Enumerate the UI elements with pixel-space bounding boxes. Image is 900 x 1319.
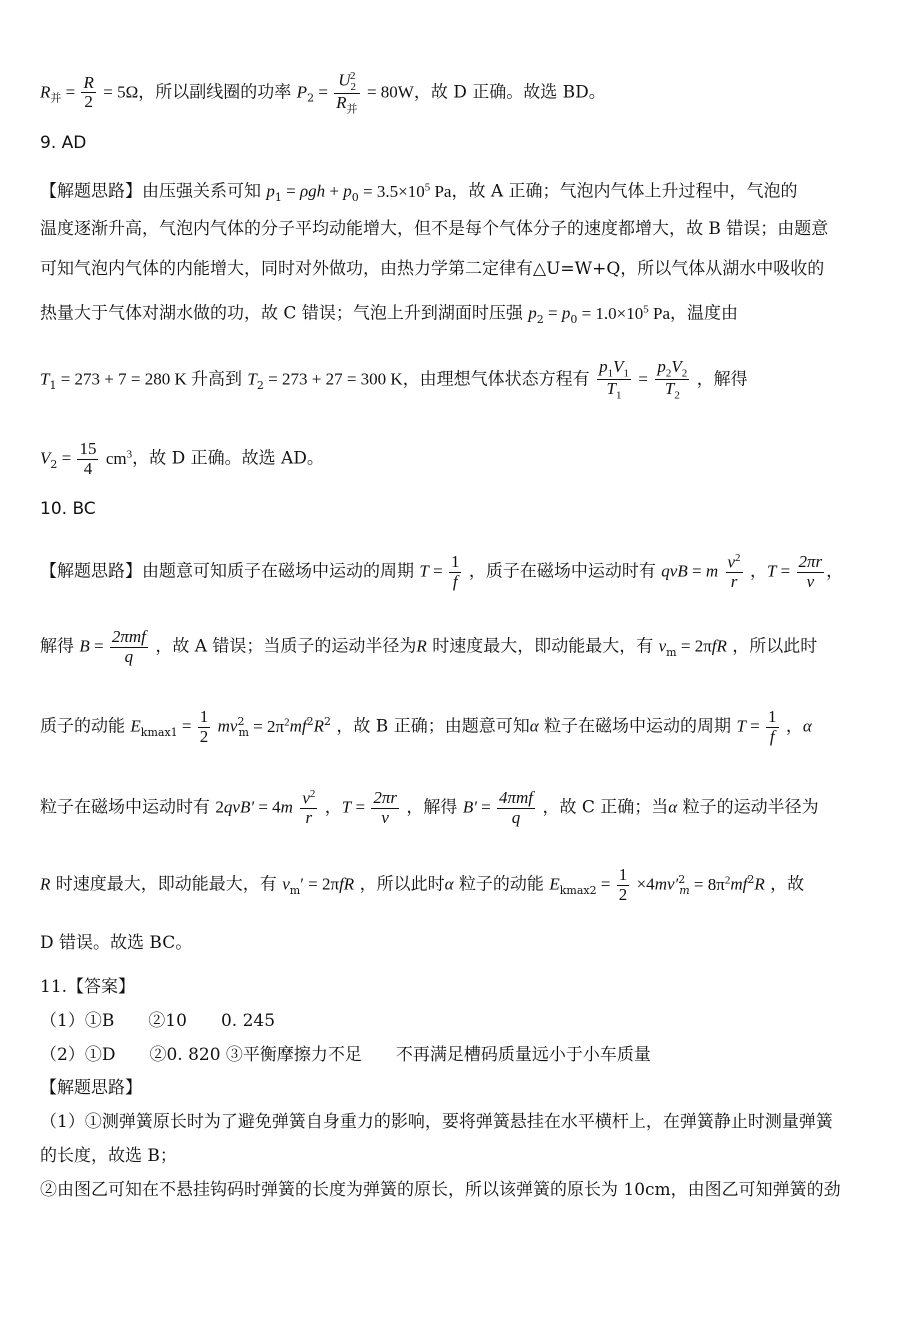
text-segment: ，故 C 正确；当 bbox=[542, 797, 669, 818]
text-segment: ，由理想气体状态方程有 bbox=[402, 369, 590, 390]
text-segment: 粒子在磁场中运动的周期 bbox=[544, 716, 732, 737]
text-segment: ，所以此时 bbox=[732, 636, 818, 657]
solution-10-line-1: 【解题思路】由题意可知质子在磁场中运动的周期 T = $\frac{1}{f}$ ，质子在磁场中运动时有 qvB = m $\frac{v^2}{r}$ ，T = $\frac{2\pi r}{v}$ ， bbox=[40, 551, 844, 592]
formula-line-1: $R_并$ = $\frac{R}{2}$ = 5Ω，所以副线圈的功率 $P_2$ = $\frac{U_2^2}{R_并}$ = 80W，故 D 正确。故选 BD。 bbox=[40, 70, 606, 116]
solution-11-heading: 【解题思路】 bbox=[40, 1078, 142, 1098]
solution-10-line-2: 解得 B = $\frac{\text{2πmf}}{q}$ ，故 A 错误；当质子的运动半径为R 时速度最大，即动能最大，有 $v_m = 2\pi fR$ ，所以此时 bbox=[40, 627, 818, 666]
solution-11-line-1: （1）①测弹簧原长时为了避免弹簧自身重力的影响，要将弹簧悬挂在水平横杆上，在弹簧静止时测量弹簧 bbox=[40, 1112, 833, 1132]
solution-10-line-4: 粒子在磁场中运动时有 2qvB′ = 4m $\frac{v^2}{r}$ ，T = $\frac{2\pi r}{v}$ ，解得 B′ = $\frac{\text{4πmf}}{q}$ ，故 C 正确；当α 粒子的运动半径为 bbox=[40, 787, 819, 828]
solution-10-line-5: R 时速度最大，即动能最大，有 $v_m' = 2\pi fR$ ，所以此时α 粒子的动能 $E_{kmax2}$ = $\frac{1}{2}$ $\times 4mv'^2_m = 8\pi^2mf^2R$ ，故 bbox=[40, 865, 805, 904]
solution-10-line-6: D 错误。故选 BC。 bbox=[40, 933, 193, 953]
text-segment: 解得 bbox=[40, 636, 74, 657]
text-segment: ，解得 bbox=[406, 797, 458, 818]
solution-9-line-4: 热量大于气体对湖水做的功，故 C 错误；气泡上升到湖面时压强 $p_2 = p_0 = 1.0\times 10^5$ Pa，温度由 bbox=[40, 303, 739, 327]
text-segment: 【解题思路】由压强关系可知 bbox=[40, 181, 261, 202]
answer-11-part-2: （2）①D ②0. 820 ③平衡摩擦力不足 不再满足槽码质量远小于小车质量 bbox=[40, 1045, 651, 1065]
text-segment: 粒子在磁场中运动时有 bbox=[40, 797, 210, 818]
text-segment: ，故 D 正确。故选 BD。 bbox=[413, 82, 606, 103]
solution-10-line-3: 质子的动能 $E_{kmax1}$ = $\frac{1}{2}$ $mv^2_m = 2\pi^2mf^2R^2$ ，故 B 正确；由题意可知α 粒子在磁场中运动的周期 T = $\frac{1}{f}$ ，α bbox=[40, 707, 812, 746]
solution-9-line-2: 温度逐渐升高，气泡内气体的分子平均动能增大，但不是每个气体分子的速度都增大，故 B 错误；由题意 bbox=[40, 219, 829, 239]
solution-9-line-3: 可知气泡内气体的内能增大，同时对外做功，由热力学第二定律有△U=W+Q，所以气体从湖水中吸收的 bbox=[40, 259, 825, 279]
text-segment: ，故 A 正确；气泡内气体上升过程中，气泡的 bbox=[451, 181, 798, 202]
question-11-answer-heading: 11.【答案】 bbox=[40, 977, 136, 997]
solution-9-line-1: 【解题思路】由压强关系可知 $p_1 = \rho gh + p_0 = 3.5\times 10^5$ Pa，故 A 正确；气泡内气体上升过程中，气泡的 bbox=[40, 181, 798, 205]
text-segment: 时速度最大，即动能最大，有 bbox=[432, 636, 654, 657]
text-segment: 热量大于气体对湖水做的功，故 C 错误；气泡上升到湖面时压强 bbox=[40, 303, 523, 324]
text-segment: ，所以此时 bbox=[359, 874, 445, 895]
solution-11-line-3: ②由图乙可知在不悬挂钩码时弹簧的长度为弹簧的原长，所以该弹簧的原长为 10cm，由图乙可知弹簧的劲 bbox=[40, 1180, 841, 1200]
solution-9-line-6: $V_2$ = $\frac{15}{4}$ $cm^3$，故 D 正确。故选 AD。 bbox=[40, 439, 324, 478]
text-segment: 时速度最大，即动能最大，有 bbox=[55, 874, 277, 895]
answer-11-part-1: （1）①B ②10 0. 245 bbox=[40, 1011, 276, 1031]
text-segment: ，故 B 正确；由题意可知 bbox=[336, 716, 530, 737]
text-segment: 粒子的动能 bbox=[458, 874, 544, 895]
text-segment: ，温度由 bbox=[670, 303, 739, 324]
question-9-answer: 9. AD bbox=[40, 133, 87, 153]
question-10-answer: 10. BC bbox=[40, 499, 96, 519]
text-segment: ，故 A 错误；当质子的运动半径为 bbox=[155, 636, 417, 657]
text-segment: ，质子在磁场中运动时有 bbox=[468, 561, 656, 582]
text-segment: 质子的动能 bbox=[40, 716, 125, 737]
text-segment: ，所以副线圈的功率 bbox=[138, 82, 292, 103]
solution-9-line-5: $T_1 = 273 + 7 = 280$ K 升高到 $T_2 = 273 + 27 = 300$ K，由理想气体状态方程有 $\frac{p_1V_1}{T_1}$ = $\frac{p_2V_2}{T_2}$ ，解得 bbox=[40, 357, 748, 402]
text-segment: ，故 bbox=[770, 874, 805, 895]
text-segment: ，解得 bbox=[696, 369, 748, 390]
text-segment: 【解题思路】由题意可知质子在磁场中运动的周期 bbox=[40, 561, 414, 582]
text-segment: ，故 D 正确。故选 AD。 bbox=[132, 448, 324, 469]
text-segment: 升高到 bbox=[191, 369, 243, 390]
solution-11-line-2: 的长度，故选 B； bbox=[40, 1146, 177, 1166]
text-segment: 粒子的运动半径为 bbox=[682, 797, 819, 818]
